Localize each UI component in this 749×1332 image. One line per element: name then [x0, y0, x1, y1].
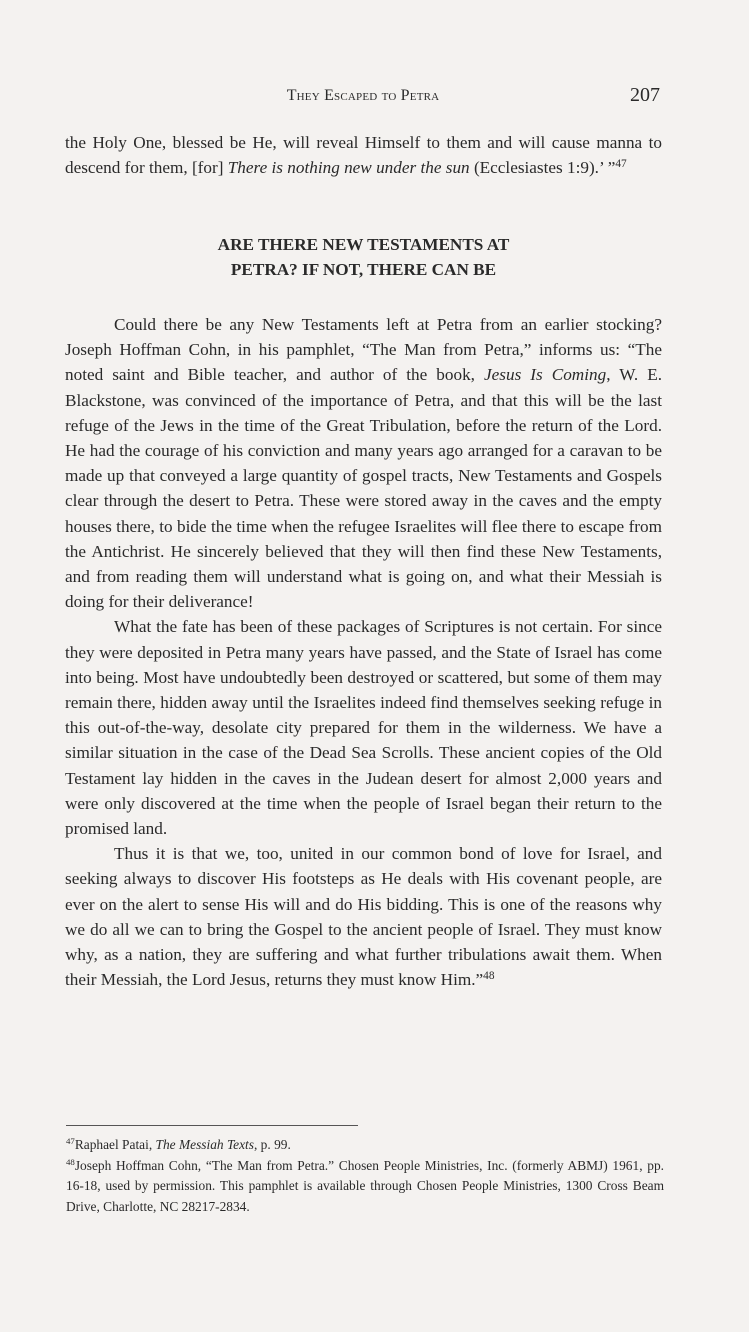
body-text	[65, 312, 662, 992]
running-title: They Escaped to Petra	[286, 87, 440, 104]
paragraph-1-start: Could there be any New Testaments left at Petra from an earlier stocking? Joseph Hoffman Cohn, in his pamphlet, “The Man from Petra,” informs us: “The noted saint and Bible teacher, and author of the book,	[65, 315, 662, 385]
footnote-47-start: Raphael Patai,	[74, 1137, 156, 1152]
lead-text-start: the Holy One, blessed be He, will reveal Himself to them and will cause manna to descend for them, [for]	[65, 133, 662, 178]
footnote-48-text: Joseph Hoffman Cohn, “The Man from Petra.” Chosen People Ministries, Inc. (formerly ABMJ) 1961, pp. 16-18, used by permission. This pamphlet is available through Chosen People Ministries, 1300 Cross Beam Drive, Charlotte, NC 28217-2834.	[66, 1157, 664, 1214]
section-heading	[65, 232, 662, 282]
footnote-ref-48: 48	[483, 970, 495, 983]
page-number: 207	[630, 84, 660, 106]
section-heading-line-2: PETRA? IF NOT, THERE CAN BE	[230, 260, 497, 279]
lead-text-end: (Ecclesiastes 1:9).’ ”	[469, 158, 616, 178]
paragraph-2: What the fate has been of these packages of Scriptures is not certain. For since they were deposited in Petra many years have passed, and the State of Israel has come into being. Most have undoubtedly been destroyed or scattered, but some of them may remain there, hidden away until the Israelites indeed find themselves seeking refuge in this out-of-the-way, desolate city prepared for them in the wilderness. We have a similar situation in the case of the Dead Sea Scrolls. These ancient copies of the Old Testament lay hidden in the caves in the Judean desert for almost 2,000 years and were only discovered at the time when the people of Israel began their return to the promised land.	[65, 617, 662, 839]
footnotes	[66, 1135, 664, 1217]
paragraph-1-end: , W. E. Blackstone, was convinced of the importance of Petra, and that this will be the last refuge of the Jews in the time of the Great Tribulation, before the return of the Lord. He had the courage of his conviction and many years ago arranged for a caravan to be made up that conveyed a large quantity of gospel tracts, New Testaments and Gospels clear through the desert to Petra. These were stored away in the caves and the empty houses there, to bide the time when the refugee Israelites will flee there to escape from the Antichrist. He sincerely believed that they will then find these New Testaments, and from reading them will understand what is going on, and what their Messiah is doing for their deliverance!	[65, 365, 662, 612]
section-heading-line-1: ARE THERE NEW TESTAMENTS AT	[217, 235, 510, 254]
footnote-ref-47: 47	[615, 157, 627, 170]
page-header	[66, 84, 660, 110]
footnote-47-number: 47	[66, 1136, 75, 1147]
book-title-italic: Jesus Is Coming	[484, 365, 607, 385]
footnote-48	[66, 1156, 664, 1218]
footnote-47	[66, 1135, 664, 1156]
paragraph-3-text: Thus it is that we, too, united in our common bond of love for Israel, and seeking always to discover His footsteps as He deals with His covenant people, are ever on the alert to sense His will and do His bidding. This is one of the reasons why we do all we can to bring the Gospel to the ancient people of Israel. They must know why, as a nation, they are suffering and what further tribulations await them. When their Messiah, the Lord Jesus, returns they must know Him.”	[65, 844, 662, 990]
footnote-47-end: , p. 99.	[253, 1137, 291, 1152]
footnote-48-number: 48	[66, 1156, 75, 1167]
footnote-47-title: The Messiah Texts	[155, 1137, 254, 1152]
paragraph-3	[65, 841, 662, 992]
lead-italic-quote: There is nothing new under the sun	[227, 158, 470, 178]
paragraph-1	[65, 312, 662, 614]
footnote-divider	[66, 1125, 358, 1126]
lead-paragraph	[65, 130, 662, 180]
